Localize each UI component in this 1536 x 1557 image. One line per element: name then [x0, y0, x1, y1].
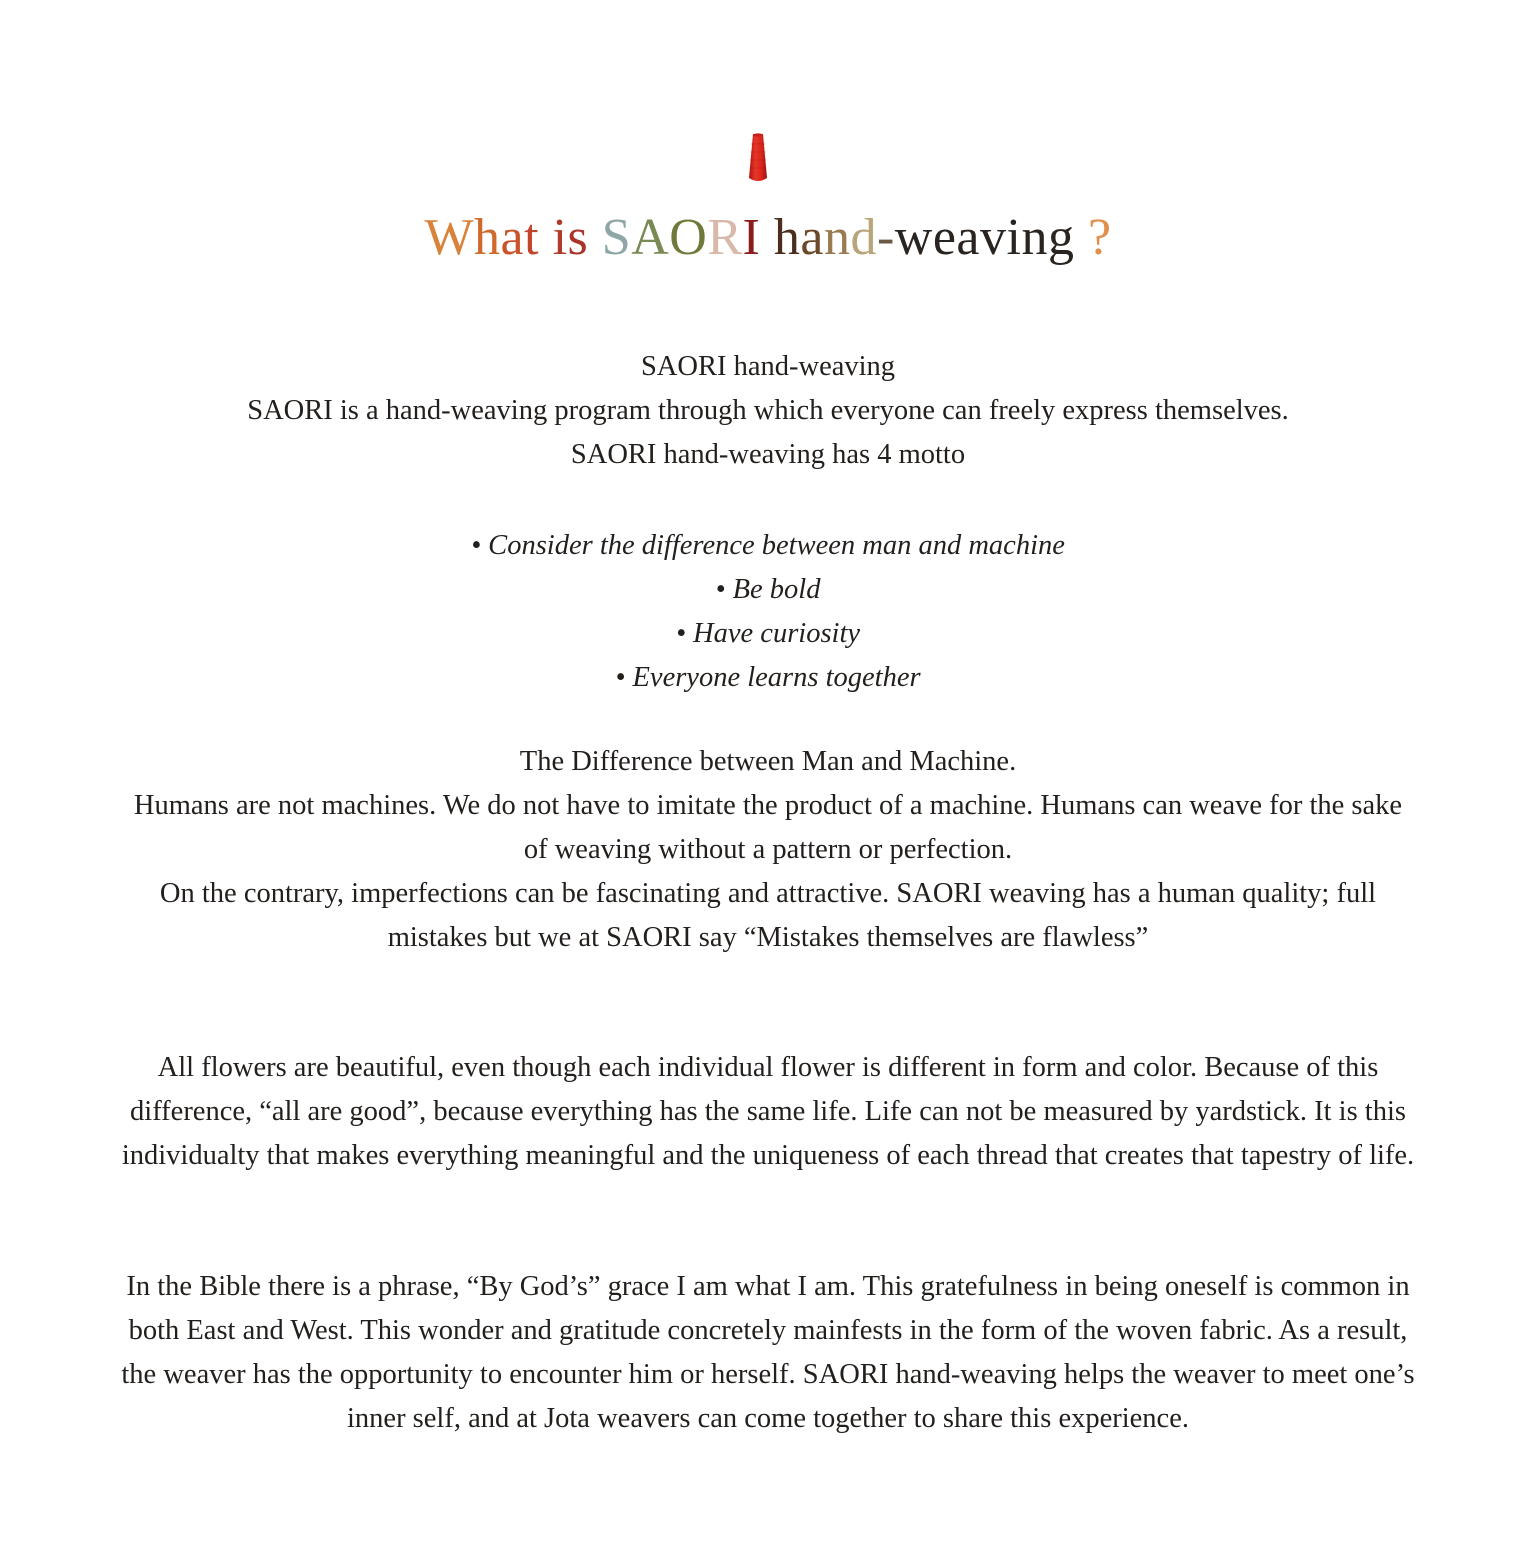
difference-title: The Difference between Man and Machine. — [519, 746, 1017, 777]
title-letter: d — [850, 209, 877, 266]
title-letter: I — [742, 209, 761, 266]
difference-paragraph: Humans are not machines. We do not have to imitate the product of a machine. Humans can weave for the sake of weaving without a pattern or perfection. — [133, 790, 1403, 865]
title-letter: g — [1047, 209, 1075, 266]
title-letter: n — [1021, 209, 1048, 266]
intro-title: SAORI hand-weaving — [640, 351, 896, 382]
title-letter: a — [956, 209, 981, 266]
title-letter: w — [894, 209, 933, 266]
title-letter: i — [1006, 209, 1022, 266]
title-letter: h — [474, 209, 501, 266]
title-letter: a — [800, 209, 824, 266]
intro-section — [0, 345, 1536, 477]
title-letter — [760, 209, 774, 266]
title-letter: W — [424, 209, 475, 266]
title-letter: O — [669, 209, 708, 266]
title-letter: s — [567, 209, 589, 266]
motto-list — [0, 524, 1536, 700]
title-letter: R — [707, 209, 743, 266]
title-letter: A — [631, 209, 670, 266]
motto-item: • Everyone learns together — [615, 662, 921, 693]
title-letter: n — [823, 209, 851, 266]
title-letter: ? — [1087, 209, 1112, 266]
title-letter: S — [601, 209, 632, 266]
page-title — [0, 200, 1536, 276]
title-letter: a — [500, 209, 525, 266]
motto-item: • Consider the difference between man and machine — [471, 530, 1065, 561]
difference-paragraph: On the contrary, imperfections can be fascinating and attractive. SAORI weaving has a human quality; full mistakes but we at SAORI say “Mistakes themselves are flawless” — [159, 878, 1377, 953]
difference-section — [0, 740, 1536, 960]
title-letter: v — [980, 209, 1007, 266]
title-letter — [1074, 209, 1088, 266]
title-letter: - — [876, 209, 895, 266]
title-letter: h — [773, 209, 801, 266]
flowers-paragraph: All flowers are beautiful, even though each individual flower is different in form and color. Because of this difference, “all are good”, because everything has the same life. Life can not be measured by yardstick. It is this individualty that makes everything meaningful and the uniqueness of each thread that creates that tapestry of life. — [121, 1052, 1415, 1171]
intro-description: SAORI is a hand-weaving program through which everyone can freely express themselves. — [247, 395, 1289, 426]
title-letter: e — [932, 209, 957, 266]
thread-spool-icon — [745, 132, 771, 186]
title-letter: t — [524, 209, 540, 266]
title-letter — [539, 209, 553, 266]
bible-paragraph: In the Bible there is a phrase, “By God’s” grace I am what I am. This gratefulness in being oneself is common in both East and West. This wonder and gratitude concretely mainfests in the form of the woven fabric. As a result, the weaver has the opportunity to encounter him or herself. SAORI hand-weaving helps the weaver to meet one’s inner self, and at Jota weavers can come together to share this experience. — [121, 1271, 1415, 1434]
intro-motto-count: SAORI hand-weaving has 4 motto — [570, 439, 966, 470]
title-letter: i — [552, 209, 568, 266]
motto-item: • Have curiosity — [675, 618, 861, 649]
title-letter — [588, 209, 602, 266]
motto-item: • Be bold — [715, 574, 821, 605]
